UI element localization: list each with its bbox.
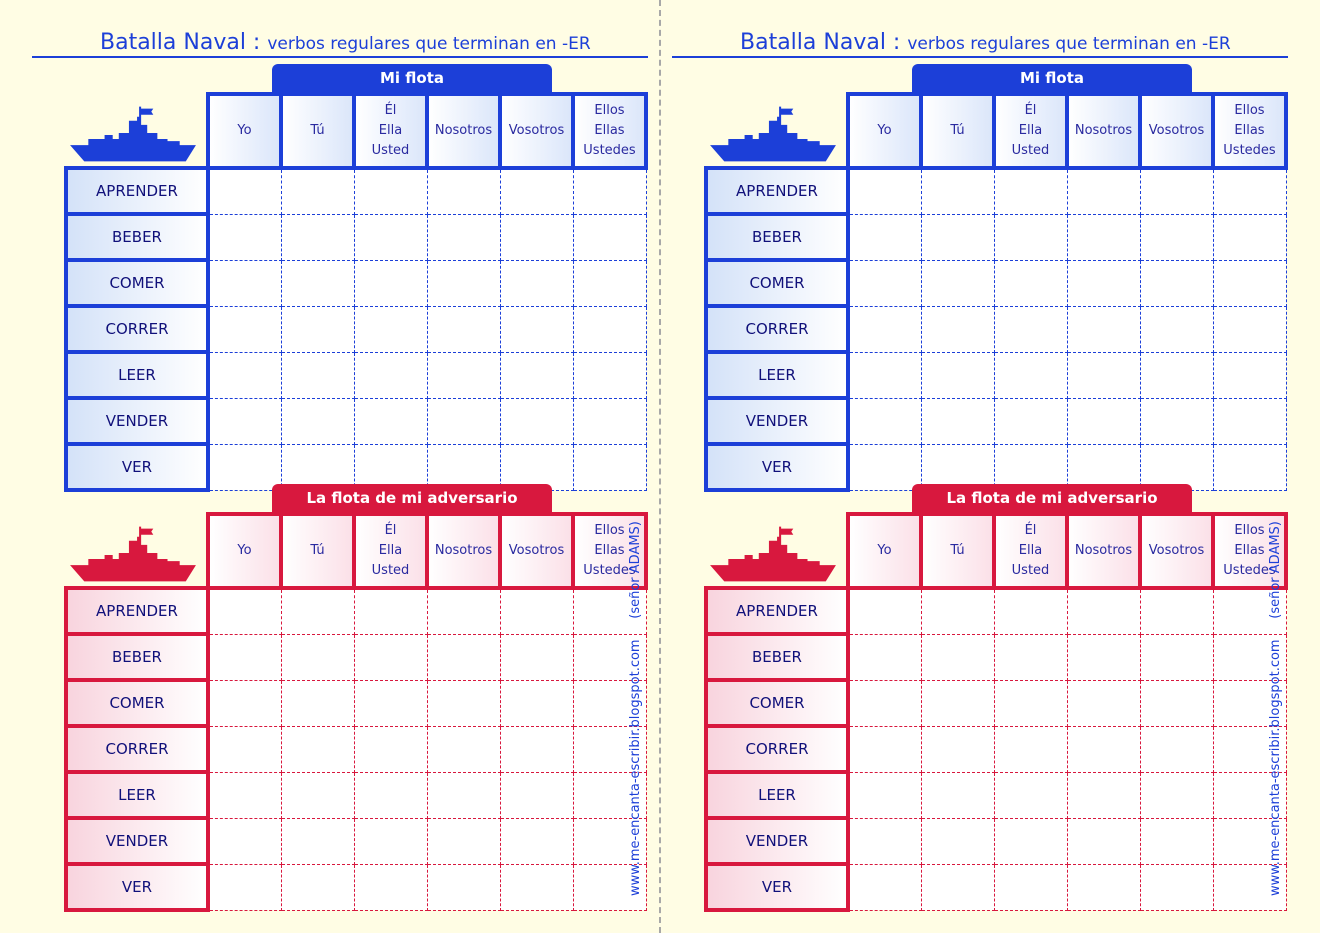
grid-cell[interactable] [1140,214,1213,260]
grid-cell[interactable] [208,634,281,680]
grid-cell[interactable] [994,726,1067,772]
grid-cell[interactable] [1140,634,1213,680]
grid-cell[interactable] [848,214,921,260]
grid-cell[interactable] [1140,306,1213,352]
grid-cell[interactable] [500,680,573,726]
grid-cell[interactable] [500,398,573,444]
grid-cell[interactable] [500,214,573,260]
column-header: Ellos Ellas Ustedes [1213,514,1286,588]
grid-cell[interactable] [354,168,427,214]
grid-row [706,634,1286,680]
grid-row [66,726,646,772]
grid-cell[interactable] [500,818,573,864]
grid-cell[interactable] [1067,818,1140,864]
column-header: Yo [208,514,281,588]
grid-cell[interactable] [281,398,354,444]
grid-cell[interactable] [427,634,500,680]
grid-cell[interactable] [281,260,354,306]
grid-cell[interactable] [921,352,994,398]
grid-cell[interactable] [281,214,354,260]
grid-cell[interactable] [1140,864,1213,910]
grid-cell[interactable] [208,306,281,352]
grid-cell[interactable] [427,588,500,634]
grid-cell[interactable] [208,680,281,726]
grid-row [706,398,1286,444]
grid-cell[interactable] [354,398,427,444]
grid-cell[interactable] [1067,168,1140,214]
grid-cell[interactable] [573,260,646,306]
grid-row [66,352,646,398]
grid-cell[interactable] [1213,398,1286,444]
grid-cell[interactable] [1067,306,1140,352]
grid-cell[interactable] [921,260,994,306]
grid-cell[interactable] [281,680,354,726]
grid-row [706,168,1286,214]
column-header: Ellos Ellas Ustedes [573,514,646,588]
grid-cell[interactable] [208,588,281,634]
grid-row [66,168,646,214]
column-header: Yo [208,94,281,168]
row-header-verb: CORRER [66,306,208,352]
row-header-verb: LEER [706,772,848,818]
battleship-icon [66,526,200,584]
column-header: Vosotros [500,514,573,588]
grid-row [706,588,1286,634]
credit-text: www.me-encanta-escribir.blogspot.com (señor ADAMS) [1268,521,1283,896]
grid-cell[interactable] [848,398,921,444]
grid-row [706,772,1286,818]
row-header-verb: CORRER [706,726,848,772]
row-header-verb: COMER [66,680,208,726]
grid-cell[interactable] [994,680,1067,726]
grid-cell[interactable] [208,214,281,260]
grid-cell[interactable] [921,818,994,864]
grid-cell[interactable] [354,588,427,634]
column-header: Tú [281,94,354,168]
grid-cell[interactable] [208,772,281,818]
grid-cell[interactable] [354,260,427,306]
column-header: Tú [281,514,354,588]
grid-cell[interactable] [281,588,354,634]
grid-row [66,818,646,864]
grid-cell[interactable] [281,168,354,214]
grid-cell[interactable] [1067,772,1140,818]
grid-cell[interactable] [1067,214,1140,260]
grid-cell[interactable] [1067,260,1140,306]
column-header: Yo [848,514,921,588]
row-header-verb: VENDER [706,818,848,864]
grid-cell[interactable] [921,726,994,772]
grid-cell[interactable] [208,260,281,306]
grid-cell[interactable] [848,818,921,864]
grid-cell[interactable] [427,864,500,910]
my-fleet-label: Mi flota [912,64,1192,92]
grid-cell[interactable] [848,168,921,214]
row-header-verb: CORRER [706,306,848,352]
row-header-verb: APRENDER [66,168,208,214]
grid-cell[interactable] [1140,260,1213,306]
grid-row [706,214,1286,260]
row-header-verb: COMER [66,260,208,306]
grid-cell[interactable] [848,352,921,398]
grid-cell[interactable] [500,864,573,910]
grid-row [66,398,646,444]
grid-cell[interactable] [921,214,994,260]
grid-cell[interactable] [994,168,1067,214]
grid-cell[interactable] [354,864,427,910]
column-header: Nosotros [427,94,500,168]
column-header: Tú [921,514,994,588]
grid-cell[interactable] [500,588,573,634]
grid-cell[interactable] [1067,588,1140,634]
column-header: Él Ella Usted [994,514,1067,588]
grid-row [66,634,646,680]
grid-cell[interactable] [1140,168,1213,214]
grid-cell[interactable] [1140,772,1213,818]
grid-cell[interactable] [1067,398,1140,444]
conjugation-grid [704,512,1288,912]
grid-cell[interactable] [500,260,573,306]
credit-text: www.me-encanta-escribir.blogspot.com (señor ADAMS) [628,521,643,896]
grid-cell[interactable] [848,444,921,490]
grid-cell[interactable] [994,772,1067,818]
row-header-verb: BEBER [706,214,848,260]
grid-row [706,306,1286,352]
grid-cell[interactable] [921,168,994,214]
grid-row [66,680,646,726]
grid-cell[interactable] [994,588,1067,634]
grid-cell[interactable] [994,352,1067,398]
row-header-verb: VER [706,864,848,910]
page-title [100,30,591,55]
row-header-verb: APRENDER [66,588,208,634]
grid-cell[interactable] [427,168,500,214]
grid-cell[interactable] [500,772,573,818]
grid-row [66,772,646,818]
grid-row [66,260,646,306]
grid-cell[interactable] [994,214,1067,260]
grid-corner [66,94,208,168]
grid-cell[interactable] [848,864,921,910]
row-header-verb: LEER [66,772,208,818]
grid-row [706,352,1286,398]
column-header: Ellos Ellas Ustedes [573,94,646,168]
worksheet-2 [640,0,1300,933]
column-header: Tú [921,94,994,168]
grid-cell[interactable] [208,444,281,490]
grid-cell[interactable] [281,352,354,398]
grid-cell[interactable] [1213,352,1286,398]
grid-row [706,818,1286,864]
grid-row [66,588,646,634]
row-header-verb: VER [66,864,208,910]
column-header: Él Ella Usted [354,94,427,168]
grid-cell[interactable] [573,168,646,214]
grid-cell[interactable] [1140,726,1213,772]
grid-cell[interactable] [500,306,573,352]
column-header: Ellos Ellas Ustedes [1213,94,1286,168]
grid-cell[interactable] [1067,680,1140,726]
grid-cell[interactable] [573,214,646,260]
grid-cell[interactable] [354,634,427,680]
grid-cell[interactable] [848,634,921,680]
row-header-verb: BEBER [706,634,848,680]
grid-cell[interactable] [354,352,427,398]
grid-cell[interactable] [281,306,354,352]
row-header-verb: LEER [706,352,848,398]
title-subtitle: verbos regulares que terminan en -ER [907,34,1231,54]
row-header-verb: CORRER [66,726,208,772]
grid-cell[interactable] [921,680,994,726]
grid-cell[interactable] [427,680,500,726]
grid-cell[interactable] [921,398,994,444]
grid-cell[interactable] [208,398,281,444]
grid-row [66,214,646,260]
grid-cell[interactable] [848,772,921,818]
row-header-verb: LEER [66,352,208,398]
grid-cell[interactable] [921,772,994,818]
title-underline [672,56,1288,58]
grid-cell[interactable] [573,306,646,352]
conjugation-grid [64,92,648,492]
column-header: Vosotros [500,94,573,168]
conjugation-grid [704,92,1288,492]
title-subtitle: verbos regulares que terminan en -ER [267,34,591,54]
grid-cell[interactable] [1140,588,1213,634]
grid-cell[interactable] [281,726,354,772]
grid-cell[interactable] [1140,398,1213,444]
grid-cell[interactable] [1140,680,1213,726]
row-header-verb: BEBER [66,634,208,680]
grid-cell[interactable] [921,588,994,634]
row-header-verb: VENDER [66,818,208,864]
grid-cell[interactable] [848,260,921,306]
grid-cell[interactable] [1213,168,1286,214]
grid-cell[interactable] [208,818,281,864]
grid-cell[interactable] [354,306,427,352]
grid-cell[interactable] [354,680,427,726]
column-header: Nosotros [1067,94,1140,168]
grid-cell[interactable] [281,818,354,864]
row-header-verb: VER [706,444,848,490]
column-header: Nosotros [1067,514,1140,588]
row-header-verb: BEBER [66,214,208,260]
grid-cell[interactable] [994,260,1067,306]
grid-cell[interactable] [994,306,1067,352]
grid-cell[interactable] [427,214,500,260]
row-header-verb: VENDER [66,398,208,444]
column-header: Vosotros [1140,514,1213,588]
grid-cell[interactable] [573,444,646,490]
grid-cell[interactable] [427,818,500,864]
grid-cell[interactable] [573,352,646,398]
grid-corner [706,94,848,168]
grid-cell[interactable] [354,772,427,818]
column-header: Él Ella Usted [994,94,1067,168]
grid-cell[interactable] [500,726,573,772]
grid-cell[interactable] [1213,260,1286,306]
grid-cell[interactable] [354,214,427,260]
column-header: Vosotros [1140,94,1213,168]
title-main: Batalla Naval : [100,30,261,55]
grid-cell[interactable] [573,398,646,444]
grid-cell[interactable] [281,772,354,818]
grid-cell[interactable] [921,306,994,352]
grid-cell[interactable] [354,726,427,772]
grid-cell[interactable] [994,818,1067,864]
grid-cell[interactable] [500,634,573,680]
grid-row [706,864,1286,910]
my-fleet-label: Mi flota [272,64,552,92]
grid-cell[interactable] [1213,214,1286,260]
title-main: Batalla Naval : [740,30,901,55]
grid-cell[interactable] [281,864,354,910]
grid-cell[interactable] [921,864,994,910]
grid-cell[interactable] [994,864,1067,910]
grid-cell[interactable] [427,352,500,398]
grid-cell[interactable] [500,168,573,214]
battleship-icon [706,526,840,584]
grid-row [706,680,1286,726]
column-header: Él Ella Usted [354,514,427,588]
page-title [740,30,1231,55]
row-header-verb: COMER [706,680,848,726]
grid-cell[interactable] [208,726,281,772]
grid-cell[interactable] [1140,818,1213,864]
grid-cell[interactable] [427,306,500,352]
enemy-fleet-label: La flota de mi adversario [272,484,552,512]
row-header-verb: APRENDER [706,588,848,634]
row-header-verb: VER [66,444,208,490]
grid-cell[interactable] [427,398,500,444]
battleship-icon [706,106,840,164]
row-header-verb: VENDER [706,398,848,444]
conjugation-grid [64,512,648,912]
grid-cell[interactable] [1067,726,1140,772]
grid-cell[interactable] [1140,352,1213,398]
grid-cell[interactable] [427,772,500,818]
grid-row [66,306,646,352]
grid-cell[interactable] [994,398,1067,444]
grid-cell[interactable] [848,588,921,634]
grid-row [706,726,1286,772]
column-header: Yo [848,94,921,168]
grid-cell[interactable] [208,168,281,214]
row-header-verb: APRENDER [706,168,848,214]
grid-cell[interactable] [427,260,500,306]
grid-row [66,864,646,910]
grid-cell[interactable] [1213,306,1286,352]
enemy-fleet-label: La flota de mi adversario [912,484,1192,512]
grid-row [706,260,1286,306]
grid-cell[interactable] [848,306,921,352]
grid-cell[interactable] [281,634,354,680]
grid-cell[interactable] [1067,352,1140,398]
grid-cell[interactable] [208,864,281,910]
grid-cell[interactable] [848,726,921,772]
battleship-icon [66,106,200,164]
grid-cell[interactable] [354,818,427,864]
grid-cell[interactable] [848,680,921,726]
title-underline [32,56,648,58]
grid-cell[interactable] [500,352,573,398]
grid-cell[interactable] [994,634,1067,680]
grid-cell[interactable] [427,726,500,772]
grid-cell[interactable] [1067,634,1140,680]
row-header-verb: COMER [706,260,848,306]
grid-cell[interactable] [1213,444,1286,490]
column-header: Nosotros [427,514,500,588]
grid-cell[interactable] [208,352,281,398]
grid-corner [66,514,208,588]
grid-cell[interactable] [921,634,994,680]
grid-corner [706,514,848,588]
grid-cell[interactable] [1067,864,1140,910]
